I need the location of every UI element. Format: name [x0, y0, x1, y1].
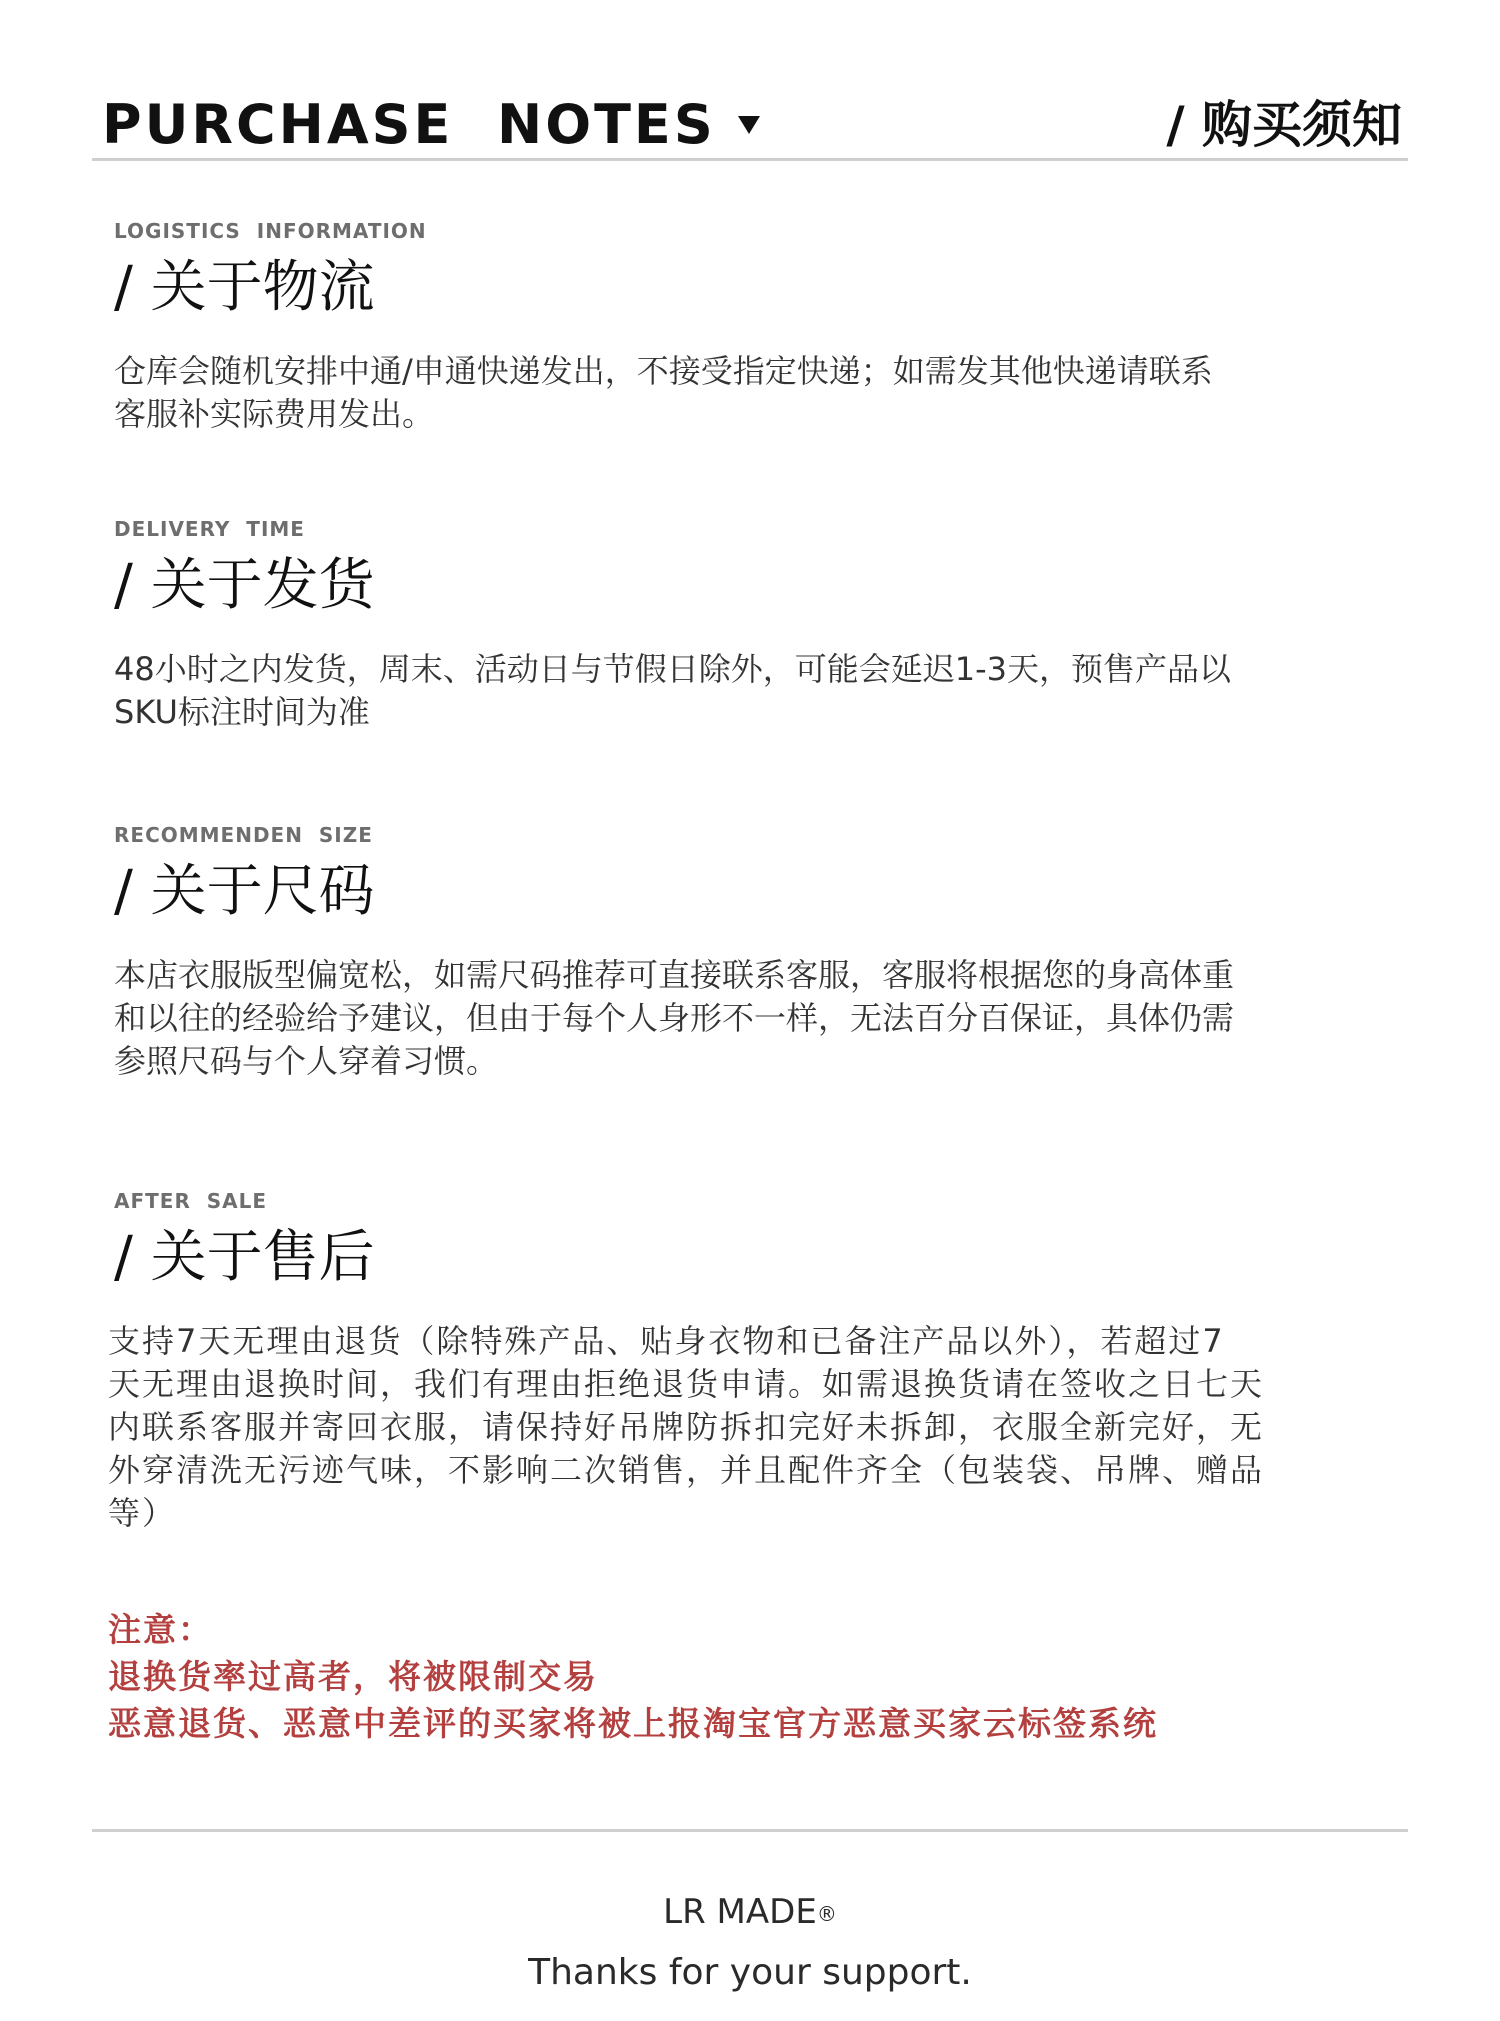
section-body — [114, 350, 1408, 436]
warning-notice — [108, 1606, 1408, 1747]
body-line: 仓库会随机安排中通/申通快递发出，不接受指定快递；如需发其他快递请联系 — [114, 352, 1213, 390]
caret-down-icon — [738, 116, 760, 134]
body-line: 参照尺码与个人穿着习惯。 — [114, 1042, 499, 1080]
body-line: 客服补实际费用发出。 — [114, 395, 435, 433]
body-line: 等） — [108, 1494, 177, 1532]
header-divider — [92, 158, 1408, 161]
brand-text: LR MADE — [663, 1892, 817, 1932]
section-body — [108, 1320, 1408, 1535]
page-title — [102, 92, 760, 158]
footer-divider — [92, 1829, 1408, 1832]
registered-mark: ® — [816, 1902, 837, 1926]
section-body — [114, 648, 1408, 734]
brand-name — [0, 1890, 1500, 1934]
page-title-en: PURCHASE NOTES — [102, 93, 716, 156]
notice-heading: 注意： — [108, 1610, 213, 1649]
section-logistics — [114, 218, 1408, 436]
body-line: 内联系客服并寄回衣服，请保持好吊牌防拆扣完好未拆卸，衣服全新完好，无 — [108, 1408, 1265, 1446]
section-size — [114, 822, 1408, 1083]
section-label: LOGISTICS INFORMATION — [114, 219, 427, 243]
body-line: 支持7天无理由退货（除特殊产品、贴身衣物和已备注产品以外），若超过7 — [108, 1322, 1225, 1360]
notice-line: 退换货率过高者，将被限制交易 — [108, 1657, 598, 1696]
section-after-sale — [108, 1188, 1408, 1535]
section-body — [114, 954, 1408, 1083]
section-delivery — [114, 516, 1408, 734]
section-title: / 关于物流 — [114, 255, 375, 320]
section-title: / 关于尺码 — [114, 859, 375, 924]
body-line: 和以往的经验给予建议，但由于每个人身形不一样，无法百分百保证，具体仍需 — [114, 999, 1235, 1037]
thanks-message: Thanks for your support. — [528, 1952, 972, 1993]
body-line: 48小时之内发货，周末、活动日与节假日除外，可能会延迟1-3天，预售产品以 — [114, 650, 1231, 688]
body-line: SKU标注时间为准 — [114, 693, 370, 731]
section-title: / 关于售后 — [114, 1225, 375, 1290]
section-title: / 关于发货 — [114, 553, 375, 618]
notice-line: 恶意退货、恶意中差评的买家将被上报淘宝官方恶意买家云标签系统 — [108, 1704, 1158, 1743]
body-line: 天无理由退换时间，我们有理由拒绝退货申请。如需退换货请在签收之日七天 — [108, 1365, 1265, 1403]
body-line: 外穿清洗无污迹气味，不影响二次销售，并且配件齐全（包装袋、吊牌、赠品 — [108, 1451, 1265, 1489]
body-line: 本店衣服版型偏宽松，如需尺码推荐可直接联系客服，客服将根据您的身高体重 — [114, 956, 1235, 994]
section-label: DELIVERY TIME — [114, 517, 305, 541]
header — [92, 92, 1408, 164]
section-label: AFTER SALE — [114, 1189, 268, 1213]
page-title-cn: / 购买须知 — [1166, 96, 1402, 154]
section-label: RECOMMENDEN SIZE — [114, 823, 373, 847]
